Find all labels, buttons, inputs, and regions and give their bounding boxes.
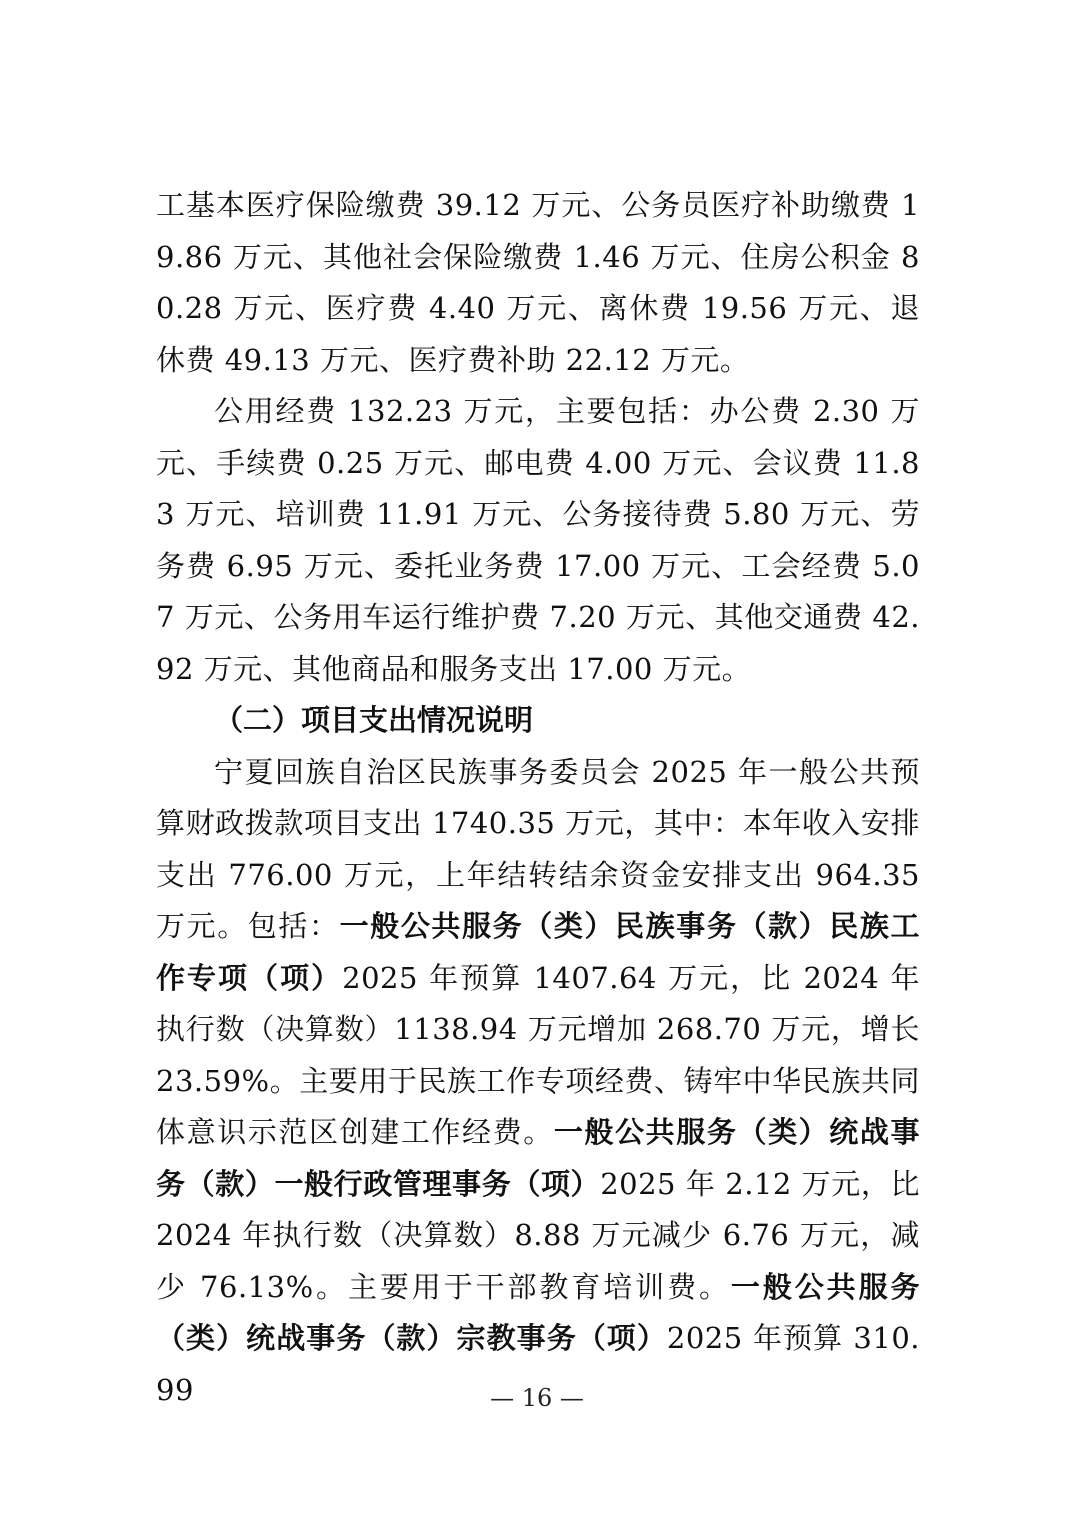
page-number: — 16 — bbox=[490, 1384, 584, 1412]
body-text bbox=[156, 180, 920, 1416]
section-heading: （二）项目支出情况说明 bbox=[214, 703, 534, 737]
paragraph-text: 宁夏回族自治区民族事务委员会 2025 年一般公共预算财政拨款项目支出 1740.35 万元，其中：本年收入安排支出 776.00 万元，上年结转结余资金安排支出 964.35 万元。包括： bbox=[156, 754, 920, 943]
paragraph-public-expenses bbox=[156, 386, 920, 695]
paragraph-text: 公用经费 132.23 万元，主要包括：办公费 2.30 万元、手续费 0.25 万元、邮电费 4.00 万元、会议费 11.83 万元、培训费 11.91 万元、公务接待费 5.80 万元、劳务费 6.95 万元、委托业务费 17.00 万元、工会经费 5.07 万元、公务用车运行维护费 7.20 万元、其他交通费 42.92 万元、其他商品和服务支出 17.00 万元。 bbox=[156, 394, 920, 686]
paragraph-text: 2025 年 2.12 万元，比 2024 年执行数（决算数）8.88 万元减少 6.76 万元，减少 76.13%。主要用于干部教育培训费。 bbox=[156, 1166, 920, 1304]
budget-item-title: 一般公共服务（类）统战事务（款）一般行政管理事务（项） bbox=[156, 1115, 920, 1201]
paragraph-project-expenditure bbox=[156, 747, 920, 1417]
paragraph-text: 2025 年预算 310.99 bbox=[156, 1321, 920, 1407]
paragraph-text: 2025 年预算 1407.64 万元，比 2024 年执行数（决算数）1138.94 万元增加 268.70 万元，增长 23.59%。主要用于民族工作专项经费、铸牢中华民族共同体意识示范区创建工作经费。 bbox=[156, 960, 920, 1149]
paragraph-text: 工基本医疗保险缴费 39.12 万元、公务员医疗补助缴费 19.86 万元、其他社会保险缴费 1.46 万元、住房公积金 80.28 万元、医疗费 4.40 万元、离休费 19.56 万元、退休费 49.13 万元、医疗费补助 22.12 万元。 bbox=[156, 188, 920, 377]
paragraph-insurance-fees bbox=[156, 180, 920, 386]
budget-item-title: 一般公共服务（类）统战事务（款）宗教事务（项） bbox=[156, 1269, 920, 1355]
budget-item-title: 一般公共服务（类）民族事务（款）民族工作专项（项） bbox=[156, 909, 920, 995]
